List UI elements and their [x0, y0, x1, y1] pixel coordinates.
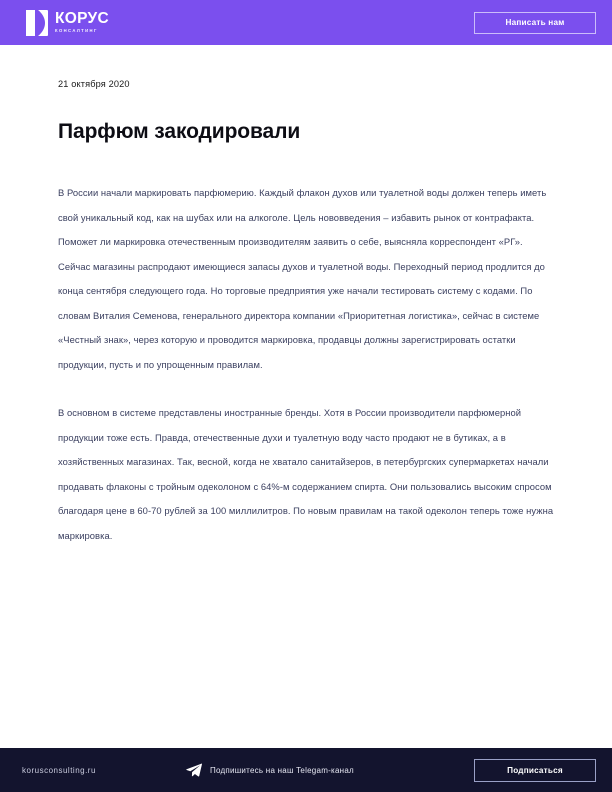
brand-logo[interactable]	[26, 8, 109, 38]
brand-subtitle: КОНСАЛТИНГ	[55, 28, 98, 34]
article-container	[0, 45, 612, 548]
contact-us-button[interactable]: Написать нам	[474, 12, 596, 34]
footer-subscribe-text: Подпишитесь на наш Telegam-канал	[209, 765, 354, 775]
page-title: Парфюм закодировали	[58, 120, 301, 143]
article-date: 21 октября 2020	[58, 79, 130, 89]
brand-name: КОРУС	[55, 10, 109, 28]
article-paragraph: Сейчас магазины распродают имеющиеся запасы духов и туалетной воды. Переходный период продлится до конца сентября следующего года. Но торговые предприятия уже начали тестировать систему с кодами. По словам Виталия Семенова, генерального директора компании «Приоритетная логистика», сейчас в системе «Честный знак», через которую и проводится маркировка, продавцы должны зарегистрировать остатки продукции, пусть и по упрощенным правилам.	[58, 260, 545, 370]
korus-logo-icon	[26, 10, 48, 36]
subscribe-button[interactable]: Подписаться	[474, 759, 596, 782]
article-paragraph: В основном в системе представлены иностранные бренды. Хотя в России производители парфюмерной продукции тоже есть. Правда, отечественные духи и туалетную воду часто продают не в бутиках, а в хозяйственных магазинах. Так, весной, когда не хватало санитайзеров, в петербургских супермаркетах начали продавать флаконы с тройным одеколоном с 64%-м содержанием спирта. Они пользовались высоким спросом благодаря цене в 60-70 рублей за 100 миллилитров. По новым правилам на такой одеколон теперь тоже нужна маркировка.	[58, 407, 554, 541]
article-paragraph: В России начали маркировать парфюмерию. Каждый флакон духов или туалетной воды должен теперь иметь свой уникальный код, как на шубах или на алкоголе. Цель нововведения – избавить рынок от контрафакта. Поможет ли маркировка отечественным производителям заявить о себе, выясняла корреспондент «РГ».	[58, 187, 547, 248]
site-footer	[0, 748, 612, 792]
telegram-paper-plane-icon	[186, 763, 202, 777]
site-header	[0, 0, 612, 45]
footer-subscribe-prompt	[96, 763, 474, 777]
article-body	[58, 181, 560, 548]
footer-website-link[interactable]: korusconsulting.ru	[22, 765, 96, 775]
